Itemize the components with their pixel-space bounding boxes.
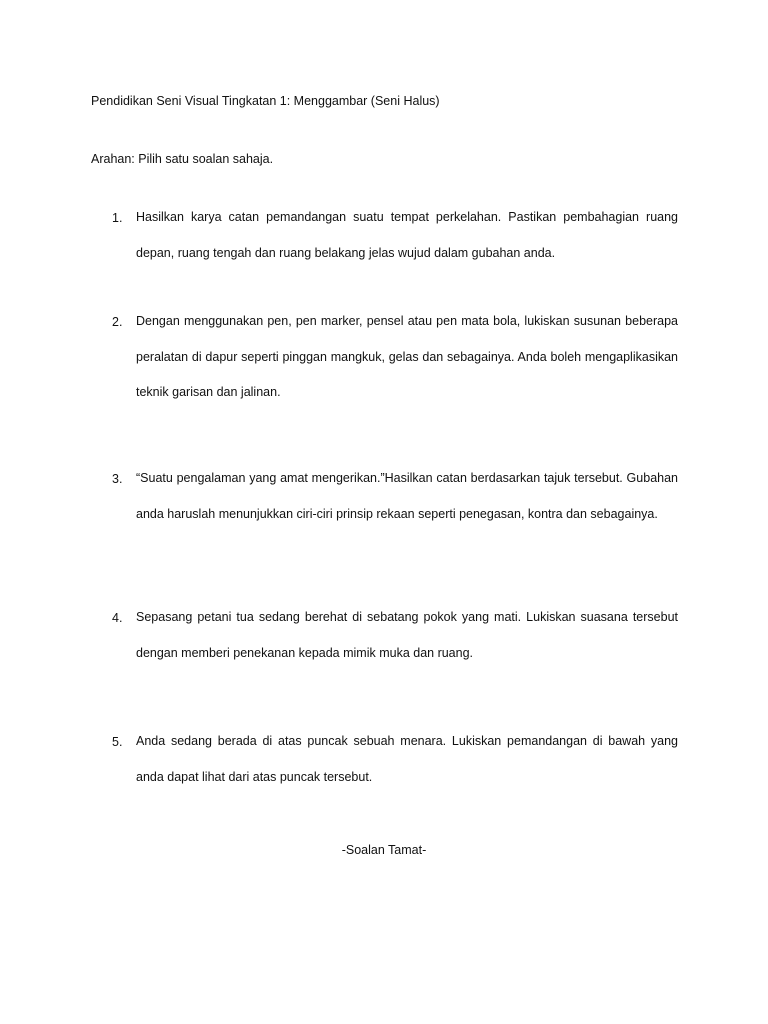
- end-of-questions-label: -Soalan Tamat-: [341, 843, 427, 857]
- question-text: Dengan menggunakan pen, pen marker, pensel atau pen mata bola, lukiskan susunan beberapa peralatan di dapur seperti pinggan mangkuk, gelas dan sebagainya. Anda boleh mengaplikasikan teknik garisan dan jalinan.: [136, 314, 678, 399]
- document-title: Pendidikan Seni Visual Tingkatan 1: Menggambar (Seni Halus): [91, 94, 440, 108]
- instruction-text: Arahan: Pilih satu soalan sahaja.: [91, 152, 274, 166]
- question-text: Sepasang petani tua sedang berehat di sebatang pokok yang mati. Lukiskan suasana tersebut dengan memberi penekanan kepada mimik muka dan ruang.: [136, 610, 678, 660]
- question-number: 3.: [112, 472, 123, 486]
- question-number: 2.: [112, 315, 123, 329]
- question-number: 5.: [112, 735, 123, 749]
- question-text: Anda sedang berada di atas puncak sebuah menara. Lukiskan pemandangan di bawah yang anda dapat lihat dari atas puncak tersebut.: [136, 734, 678, 784]
- question-number: 4.: [112, 611, 123, 625]
- question-text: Hasilkan karya catan pemandangan suatu tempat perkelahan. Pastikan pembahagian ruang depan, ruang tengah dan ruang belakang jelas wujud dalam gubahan anda.: [136, 210, 678, 260]
- question-text: “Suatu pengalaman yang amat mengerikan.”Hasilkan catan berdasarkan tajuk tersebut. Gubahan anda haruslah menunjukkan ciri-ciri prinsip rekaan seperti penegasan, kontra dan sebagainya.: [136, 471, 678, 521]
- question-number: 1.: [112, 211, 123, 225]
